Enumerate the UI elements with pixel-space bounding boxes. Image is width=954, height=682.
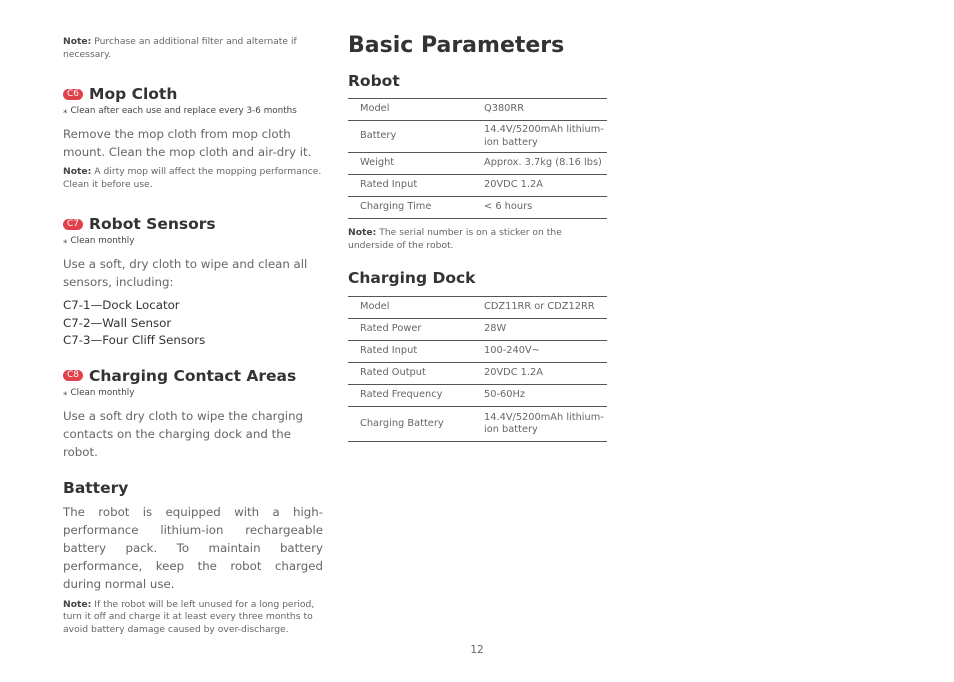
section-robot-sensors [63,215,323,350]
frequency-text: Clean after each use and replace every 3-6 months [70,106,297,116]
robot-heading: Robot [348,72,400,90]
note-label: Note: [63,36,92,47]
table-row [348,297,607,319]
section-title: Mop Cloth [89,85,178,103]
frequency-text: Clean monthly [70,236,135,246]
section-mop-cloth [63,85,323,191]
section-note [63,166,323,191]
note-label: Note: [63,598,92,610]
param-key: Rated Input [348,175,472,197]
note-text: Purchase an additional filter and alternate if necessary. [63,36,297,60]
clean-frequency [63,235,323,247]
param-key: Charging Battery [348,407,472,442]
top-note [63,36,323,61]
param-key: Rated Input [348,341,472,363]
param-value: 20VDC 1.2A [472,175,607,197]
param-key: Model [348,99,472,121]
list-item: C7-3—Four Cliff Sensors [63,333,206,347]
param-key: Charging Time [348,197,472,219]
note-text: A dirty mop will affect the mopping performance. Clean it before use. [63,166,322,190]
note-label: Note: [63,166,92,177]
section-note [63,599,323,637]
table-row [348,319,607,341]
table-row [348,341,607,363]
param-key: Weight [348,153,472,175]
param-value: CDZ11RR or CDZ12RR [472,297,607,319]
param-value: < 6 hours [472,197,607,219]
page-number: 12 [470,644,484,656]
page-title: Basic Parameters [348,33,565,58]
param-value: 28W [472,319,607,341]
note-text: The serial number is on a sticker on the underside of the robot. [348,227,562,251]
param-key: Model [348,297,472,319]
table-row [348,121,607,153]
frequency-text: Clean monthly [70,387,135,398]
table-row [348,407,607,442]
bullet-icon: ⁎ [63,236,68,246]
param-key: Rated Frequency [348,385,472,407]
section-header [63,367,323,385]
sensor-list [63,297,323,350]
param-key: Battery [348,121,472,153]
section-badge: C7 [63,219,83,230]
param-value: 14.4V/5200mAh lithium-ion battery [472,407,607,442]
bullet-icon: ⁎ [63,387,68,398]
param-key: Rated Output [348,363,472,385]
section-body: Remove the mop cloth from mop cloth mount. Clean the mop cloth and air-dry it. [63,127,312,159]
note-label: Note: [348,227,377,238]
section-header [63,215,323,233]
section-badge: C6 [63,89,83,100]
table-row [348,363,607,385]
robot-params-table [348,98,607,219]
section-title: Robot Sensors [89,215,216,233]
param-value: Approx. 3.7kg (8.16 lbs) [472,153,607,175]
list-item: C7-1—Dock Locator [63,298,180,312]
section-title: Charging Contact Areas [89,366,297,385]
section-body: Use a soft, dry cloth to wipe and clean all sensors, including: [63,257,308,289]
list-item: C7-2—Wall Sensor [63,315,172,330]
section-header [63,85,323,103]
dock-params-table [348,296,607,442]
table-row [348,153,607,175]
left-column [63,36,323,636]
clean-frequency [63,387,323,399]
table-row [348,197,607,219]
clean-frequency [63,105,323,117]
section-title: Battery [63,478,129,497]
param-value: Q380RR [472,99,607,121]
param-value: 20VDC 1.2A [472,363,607,385]
note-text: If the robot will be left unused for a long period, turn it off and charge it at least every three months to avoid battery damage caused by over-discharge. [63,598,315,635]
dock-heading: Charging Dock [348,269,476,287]
param-value: 14.4V/5200mAh lithium-ion battery [472,121,607,153]
section-charging-contacts [63,367,323,461]
param-value: 50-60Hz [472,385,607,407]
section-battery [63,479,323,637]
section-body: Use a soft dry cloth to wipe the charging contacts on the charging dock and the robot. [63,408,304,459]
table-row [348,385,607,407]
param-key: Rated Power [348,319,472,341]
section-body: The robot is equipped with a high-performance lithium-ion rechargeable battery pack. To maintain battery performance, keep the robot charged during normal use. [63,504,323,591]
table-row [348,175,607,197]
right-column [348,33,607,442]
section-badge: C8 [63,370,83,381]
param-value: 100-240V~ [472,341,607,363]
robot-note [348,227,607,252]
bullet-icon: ⁎ [63,106,68,116]
table-row [348,99,607,121]
